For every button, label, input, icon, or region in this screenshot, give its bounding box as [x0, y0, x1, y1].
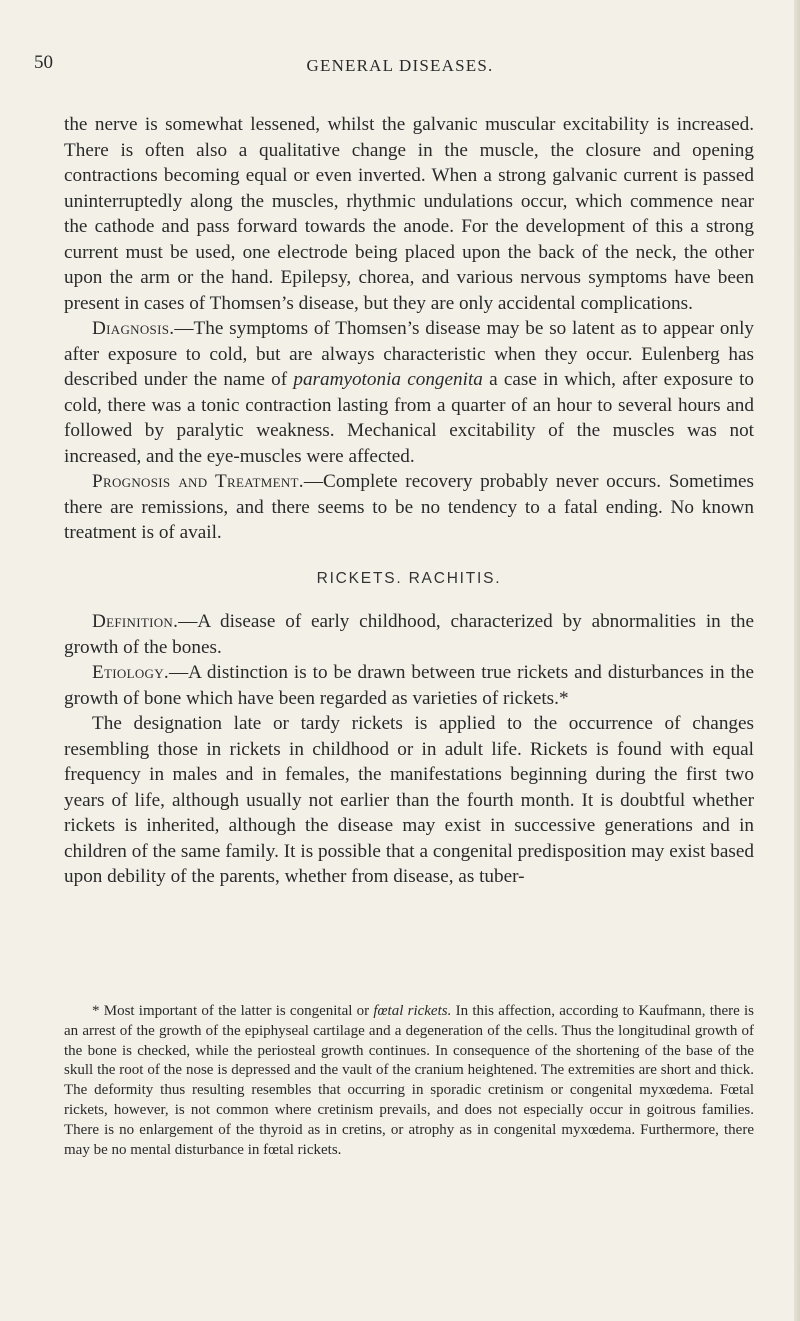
paragraph-late-rickets: The designation late or tardy rickets is applied to the occurrence of changes resembling those in rickets in childhood or in adult life. Rickets is found with equal frequency in males and in females, the manifestations beginning during the first two years of life, although usually not earlier than the fourth month. It is doubtful whether rickets is inherited, although the disease may exist in successive generations and in children of the same family. It is possible that a congenital predisposition may exist based upon debility of the parents, whether from disease, as tuber- [64, 713, 754, 887]
paragraph-galvanic: the nerve is somewhat lessened, whilst the galvanic muscular excitability is increased. There is often also a qualitative change in the muscle, the closure and opening contractions becoming equal or even inverted. When a strong galvanic current is passed uninterruptedly along the muscles, rhythmic undulations occur, which commence near the cathode and pass forward towards the anode. For the development of this a strong current must be used, one electrode being placed upon the back of the neck, the other upon the arm or the hand. Epilepsy, chorea, and various nervous symptoms have been present in cases of Thomsen’s disease, but they are only accidental complications. [64, 114, 754, 314]
footnote-italic-term: fœtal rickets. [373, 1003, 452, 1019]
prognosis-heading: Prognosis and Treatment. [92, 471, 304, 492]
paramyotonia-term: paramyotonia congenita [293, 369, 483, 390]
paragraph-definition [64, 609, 754, 660]
diagnosis-heading: Diagnosis. [92, 318, 175, 339]
main-text [64, 112, 754, 890]
etiology-heading: Etiology. [92, 662, 169, 683]
footnote [64, 1002, 754, 1160]
footnote-text-b: In this affection, according to Kaufmann, there is an arrest of the growth of the epiphyseal cartilage and a degeneration of the cells. Thus the longitudinal growth of the bone is checked, while the periosteal growth continues. In consequence of the shortening of the base of the skull the root of the nose is depressed and the vault of the cranium heightened. The extremities are short and thick. The deformity thus resulting resembles that occurring in sporadic cretinism or congenital myxœdema. Fœtal rickets, however, is not common where cretinism prevails, and does not especially occur in goitrous families. There is no enlargement of the thyroid as in cretins, or atrophy as in congenital myxœdema. Furthermore, there may be no mental disturbance in fœtal rickets. [64, 1003, 755, 1158]
paragraph-diagnosis [64, 316, 754, 469]
page-number: 50 [34, 52, 53, 73]
footnote-text-a: * Most important of the latter is congenital or [92, 1003, 374, 1019]
page-edge-shadow [794, 0, 800, 1321]
footnote-paragraph [64, 1002, 754, 1160]
paragraph-prognosis [64, 469, 754, 546]
definition-heading: Definition. [92, 611, 179, 632]
prognosis-text: —Complete recovery probably never occurs. Sometimes there are remissions, and there seems to be no tendency to a fatal ending. No known treatment is of avail. [64, 471, 754, 543]
running-head: GENERAL DISEASES. [306, 56, 494, 75]
section-title-rickets: RICKETS. RACHITIS. [316, 569, 502, 587]
diagnosis-text-a: —The symptoms of Thomsen’s disease may be so latent as to appear only after exposure to cold, but are always characteristic when they occur. Eulenberg has described under the name of [64, 318, 754, 390]
diagnosis-text-b: a case in which, after exposure to cold, there was a tonic contraction lasting from a quarter of an hour to several hours and followed by paralytic weakness. Mechanical excitability of the muscles was not increased, and the eye-muscles were affected. [64, 369, 754, 467]
etiology-text: —A distinction is to be drawn between true rickets and disturbances in the growth of bone which have been regarded as varieties of rickets.* [64, 662, 754, 709]
definition-text: —A disease of early childhood, characterized by abnormalities in the growth of the bones. [64, 611, 754, 658]
paragraph-etiology [64, 660, 754, 711]
